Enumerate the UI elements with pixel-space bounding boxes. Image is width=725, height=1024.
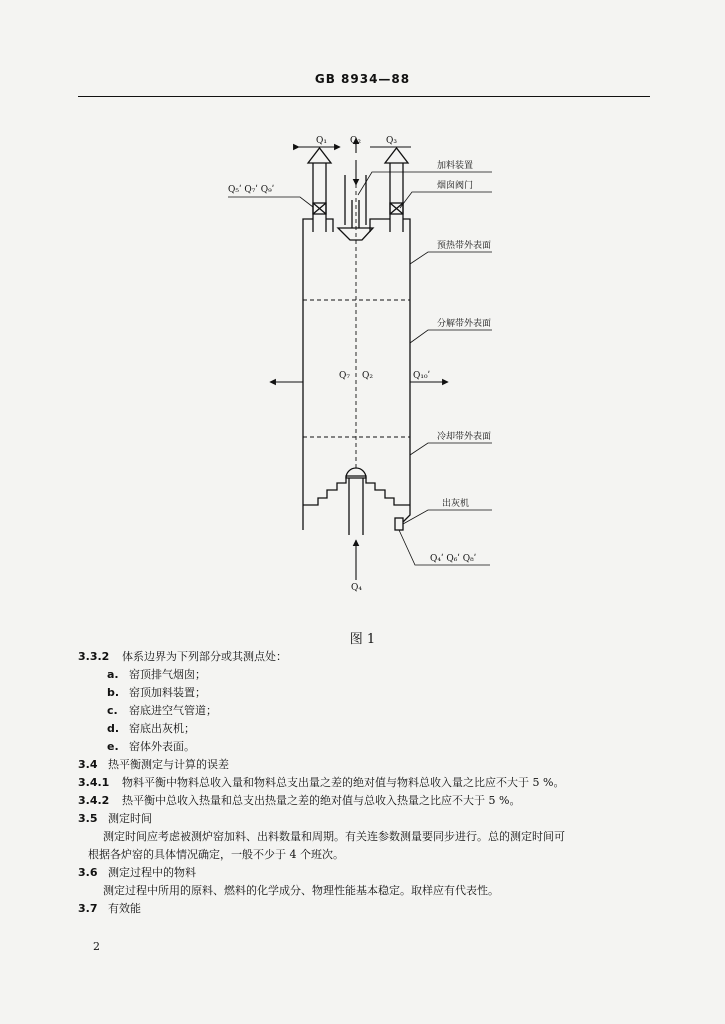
label-feed-device: 加料装置 (437, 161, 474, 171)
section-line: 3.4.2 热平衡中总收入热量和总支出热量之差的绝对值与总收入热量之比应不大于 5 %。 (78, 794, 521, 807)
section-heading: 3.7 有效能 (78, 902, 141, 915)
paragraph-line: 测定时间应考虑被测炉窑加料、出料数量和周期。有关连参数测量要同步进行。总的测定时间可 (103, 830, 565, 843)
section-heading: 3.4 热平衡测定与计算的误差 (78, 758, 229, 771)
kiln-body (303, 232, 410, 505)
section-line: 3.4.1 物料平衡中物料总收入量和物料总支出量之差的绝对值与物料总收入量之比应不大于 5 %。 (78, 776, 565, 789)
label-q7: Q₇ (339, 371, 350, 381)
label-q4-group: Q₄ʹ Q₆ʹ Q₈ʹ (430, 554, 477, 564)
list-item: a. 窑顶排气烟囱； (107, 668, 206, 681)
list-item: b. 窑顶加料装置； (107, 686, 206, 699)
paragraph-line: 根据各炉窑的具体情况确定，一般不少于 4 个班次。 (88, 848, 344, 861)
label-q10: Q₁₀ʹ (413, 371, 431, 381)
label-decomp-surface: 分解带外表面 (437, 319, 492, 329)
section-heading: 3.5 测定时间 (78, 812, 152, 825)
label-q1: Q₁ (316, 136, 327, 146)
label-q2-mid: Q₂ (362, 371, 373, 381)
label-cooling-surface: 冷却带外表面 (437, 432, 492, 442)
label-q4: Q₄ (351, 583, 362, 593)
list-item: e. 窑体外表面。 (107, 740, 195, 753)
label-q2: Q₂ (350, 136, 361, 146)
label-flue-valve: 烟囱阀门 (437, 181, 474, 191)
section-heading: 3.6 测定过程中的物料 (78, 866, 196, 879)
page-number: 2 (93, 940, 100, 953)
label-ash-machine: 出灰机 (442, 499, 470, 509)
list-item: c. 窑底进空气管道； (107, 704, 217, 717)
label-q5-group: Q₅ʹ Q₇ʹ Q₉ʹ (228, 185, 275, 195)
list-item: d. 窑底出灰机； (107, 722, 195, 735)
kiln-bottom (303, 476, 410, 505)
air-inlet-pipe (349, 478, 363, 535)
page-header-code: GB 8934—88 (314, 72, 411, 86)
figure-caption: 图 1 (349, 632, 376, 647)
ash-machine-valve (395, 518, 403, 530)
label-preheat-surface: 预热带外表面 (437, 241, 492, 251)
kiln-top (303, 219, 410, 232)
label-q3: Q₃ (386, 136, 397, 146)
section-line: 3.3.2 体系边界为下列部分或其测点处： (78, 650, 287, 663)
paragraph-line: 测定过程中所用的原料、燃料的化学成分、物理性能基本稳定。取样应有代表性。 (103, 884, 499, 897)
